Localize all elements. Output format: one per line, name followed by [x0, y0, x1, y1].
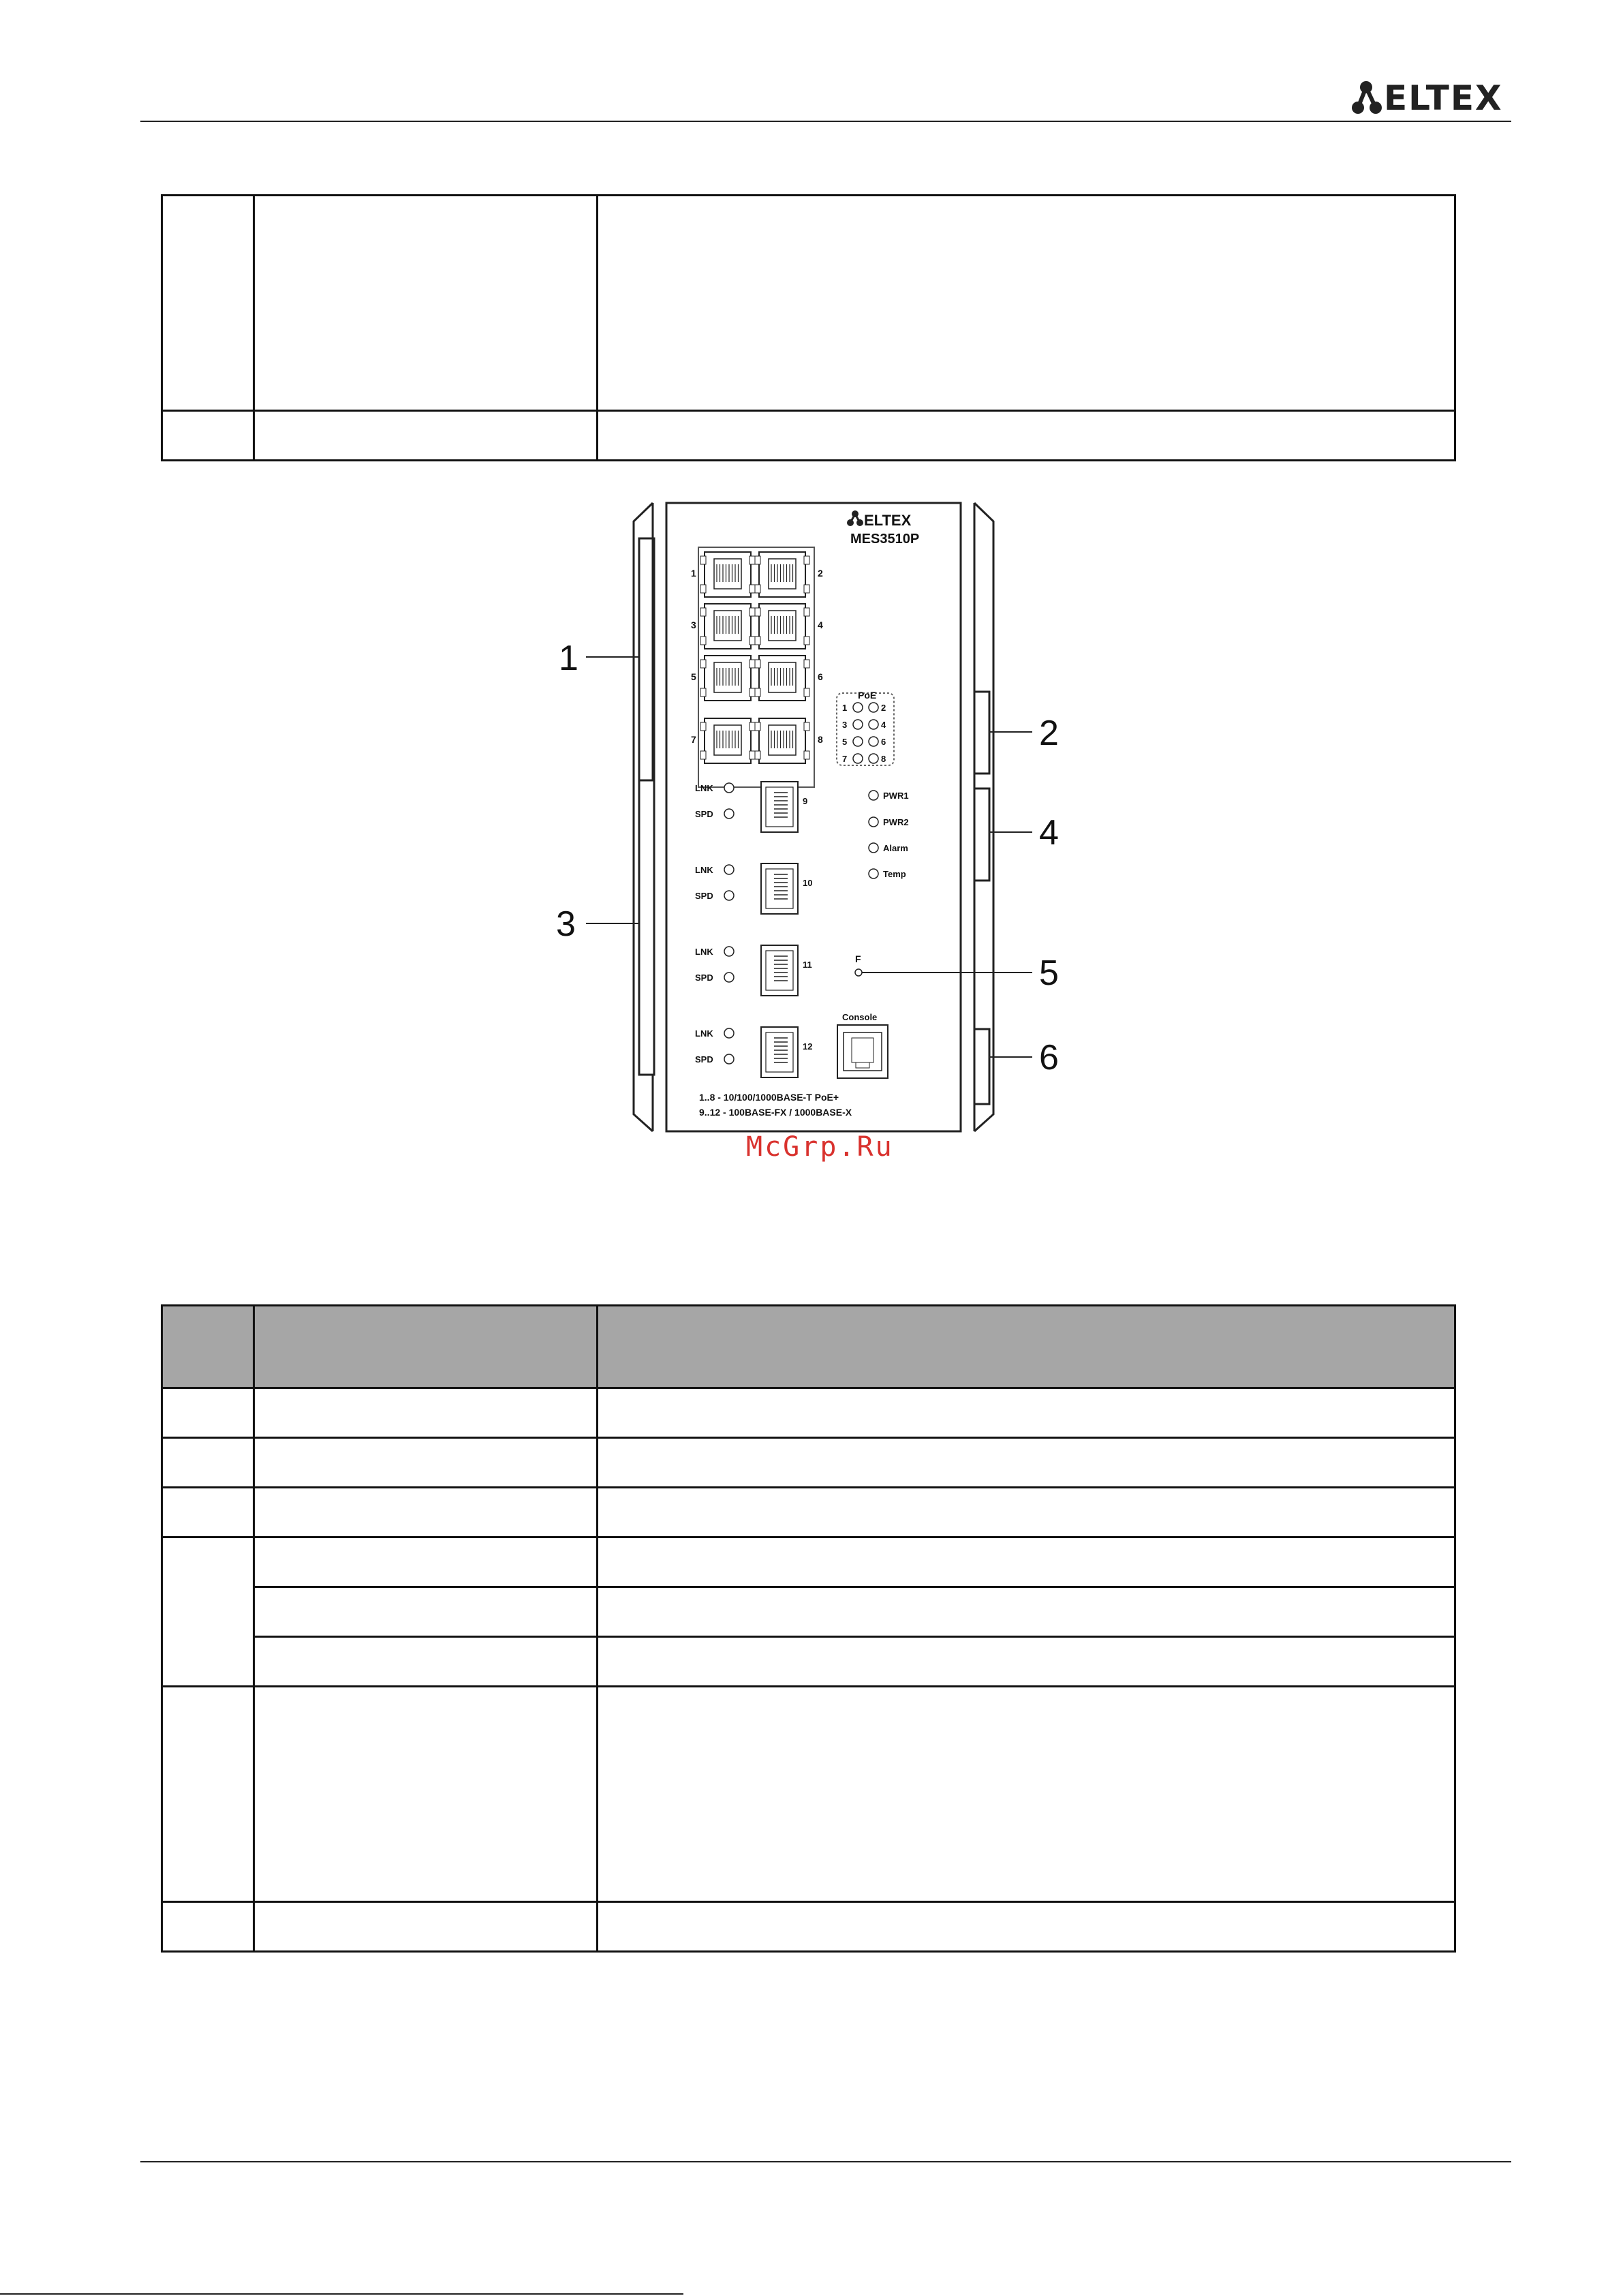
sfp-port-number: 12: [803, 1041, 813, 1052]
table-row: [162, 196, 1455, 411]
header-brand: ELTEX: [1384, 78, 1503, 118]
port-number: 4: [818, 619, 823, 630]
poe-led-label: 6: [881, 737, 886, 747]
poe-led-label: 5: [842, 737, 848, 747]
status-led-label: PWR2: [883, 817, 909, 827]
poe-led-label: 4: [881, 720, 886, 730]
sfp-spd-label: SPD: [695, 809, 713, 819]
rj45-port-icon: [755, 604, 809, 649]
table-cell: [598, 1438, 1455, 1488]
sfp-lnk-label: LNK: [695, 947, 713, 957]
table-cell: [254, 1587, 598, 1637]
poe-led-icon: [869, 754, 878, 763]
rj45-port-icon: [755, 718, 809, 763]
header-logo: [1351, 74, 1508, 121]
header-rule: [140, 121, 1511, 122]
sfp-spd-label: SPD: [695, 891, 713, 901]
callout-number: 4: [1039, 813, 1059, 853]
callout-number: 6: [1039, 1038, 1059, 1077]
callout-number: 1: [559, 639, 578, 678]
poe-led-icon: [853, 703, 863, 712]
port-number: 8: [818, 734, 823, 745]
table-cell: [254, 1388, 598, 1438]
sfp-port-icon: [724, 782, 798, 832]
table-cell: [598, 1687, 1455, 1902]
table-cell: [254, 1687, 598, 1902]
port-number: 2: [818, 568, 823, 579]
table-row: [162, 1388, 1455, 1438]
sfp-lnk-led-icon: [724, 1028, 734, 1038]
sfp-lnk-led-icon: [724, 865, 734, 874]
top-table: [161, 194, 1456, 461]
callout-number: 3: [556, 904, 576, 944]
table-cell: [254, 411, 598, 461]
device-brand: ELTEX: [864, 512, 912, 529]
footer-rule: [140, 2161, 1511, 2162]
table-cell: [254, 1438, 598, 1488]
sfp-port-icon: [724, 1027, 798, 1077]
device-components: [531, 494, 1104, 1138]
poe-led-label: 2: [881, 703, 886, 713]
sfp-spd-led-icon: [724, 1054, 734, 1064]
sfp-lnk-led-icon: [724, 783, 734, 793]
port-number: 6: [818, 671, 823, 682]
table-row: [162, 1438, 1455, 1488]
rj45-port-icon: [755, 552, 809, 597]
table-cell: [162, 411, 254, 461]
rj45-port-icon: [700, 552, 755, 597]
table-cell: [598, 1587, 1455, 1637]
status-led-label: Alarm: [883, 843, 908, 853]
table-row: [162, 1902, 1455, 1952]
reset-button-icon: [855, 969, 862, 976]
table-header-cell: [162, 1306, 254, 1388]
poe-led-icon: [853, 720, 863, 729]
poe-led-label: 3: [842, 720, 848, 730]
status-led-icon: [869, 791, 878, 800]
sfp-lnk-led-icon: [724, 947, 734, 956]
table-cell: [254, 1537, 598, 1587]
table-cell: [598, 411, 1455, 461]
device-panel: [531, 494, 1104, 1138]
console-label: Console: [842, 1012, 878, 1022]
table-cell: [598, 1902, 1455, 1952]
poe-label: PoE: [858, 690, 877, 701]
table-cell: [162, 1488, 254, 1537]
device-logo-icon: [847, 510, 863, 526]
rj45-port-icon: [755, 656, 809, 701]
sfp-lnk-label: LNK: [695, 783, 713, 793]
bottom-table: [161, 1304, 1456, 1953]
table-row: [162, 1687, 1455, 1902]
poe-led-label: 1: [842, 703, 848, 713]
table-row: [162, 1537, 1455, 1587]
device-model: MES3510P: [850, 532, 920, 547]
table-row: [162, 1637, 1455, 1687]
sfp-port-icon: [724, 945, 798, 996]
table-cell: [254, 196, 598, 411]
table-cell: [162, 1537, 254, 1687]
table-cell: [162, 1687, 254, 1902]
table-header-cell: [254, 1306, 598, 1388]
callout-number: 2: [1039, 714, 1059, 753]
table-cell: [598, 196, 1455, 411]
watermark: McGrp.Ru: [746, 1131, 894, 1163]
table-row: [162, 1587, 1455, 1637]
sfp-spd-led-icon: [724, 809, 734, 818]
rj45-port-icon: [700, 656, 755, 701]
table-cell: [162, 1438, 254, 1488]
status-led-icon: [869, 843, 878, 853]
sfp-spd-label: SPD: [695, 1054, 713, 1065]
poe-led-icon: [869, 737, 878, 746]
sfp-spd-label: SPD: [695, 973, 713, 983]
port-spec-line-1: 1..8 - 10/100/1000BASE-T PoE+: [699, 1092, 839, 1103]
port-spec-line-2: 9..12 - 100BASE-FX / 1000BASE-X: [699, 1107, 852, 1118]
table-cell: [162, 1388, 254, 1438]
status-led-label: Temp: [883, 869, 906, 879]
poe-led-icon: [869, 720, 878, 729]
table-cell: [598, 1488, 1455, 1537]
poe-led-label: 8: [881, 754, 886, 764]
status-led-label: PWR1: [883, 791, 909, 801]
sfp-spd-led-icon: [724, 973, 734, 982]
rj45-port-icon: [700, 604, 755, 649]
poe-led-icon: [853, 737, 863, 746]
table-cell: [254, 1902, 598, 1952]
table-header-cell: [598, 1306, 1455, 1388]
rj45-port-icon: [700, 718, 755, 763]
footnote-rule: [0, 2293, 683, 2295]
sfp-port-number: 10: [803, 878, 813, 888]
poe-led-icon: [869, 703, 878, 712]
sfp-lnk-label: LNK: [695, 1028, 713, 1039]
sfp-port-number: 11: [803, 960, 812, 970]
sfp-spd-led-icon: [724, 891, 734, 900]
reset-label: F: [855, 953, 861, 964]
status-led-icon: [869, 869, 878, 878]
port-number: 7: [691, 734, 696, 745]
poe-led-grid: [842, 703, 886, 764]
callout-number: 5: [1039, 953, 1059, 993]
port-number: 1: [691, 568, 696, 579]
poe-led-label: 7: [842, 754, 848, 764]
console-port-icon: [837, 1025, 888, 1078]
sfp-port-icon: [724, 863, 798, 914]
sfp-ports: [724, 782, 798, 1077]
table-cell: [598, 1637, 1455, 1687]
table-row: [162, 1488, 1455, 1537]
rj45-ports: [700, 552, 809, 763]
table-row: [162, 411, 1455, 461]
table-cell: [598, 1537, 1455, 1587]
sfp-port-number: 9: [803, 796, 808, 806]
status-led-icon: [869, 817, 878, 827]
table-cell: [162, 1902, 254, 1952]
table-cell: [598, 1388, 1455, 1438]
port-number: 5: [691, 671, 696, 682]
poe-led-icon: [853, 754, 863, 763]
sfp-lnk-label: LNK: [695, 865, 713, 875]
port-number: 3: [691, 619, 696, 630]
table-cell: [254, 1637, 598, 1687]
table-cell: [254, 1488, 598, 1537]
table-header-row: [162, 1306, 1455, 1388]
table-cell: [162, 196, 254, 411]
